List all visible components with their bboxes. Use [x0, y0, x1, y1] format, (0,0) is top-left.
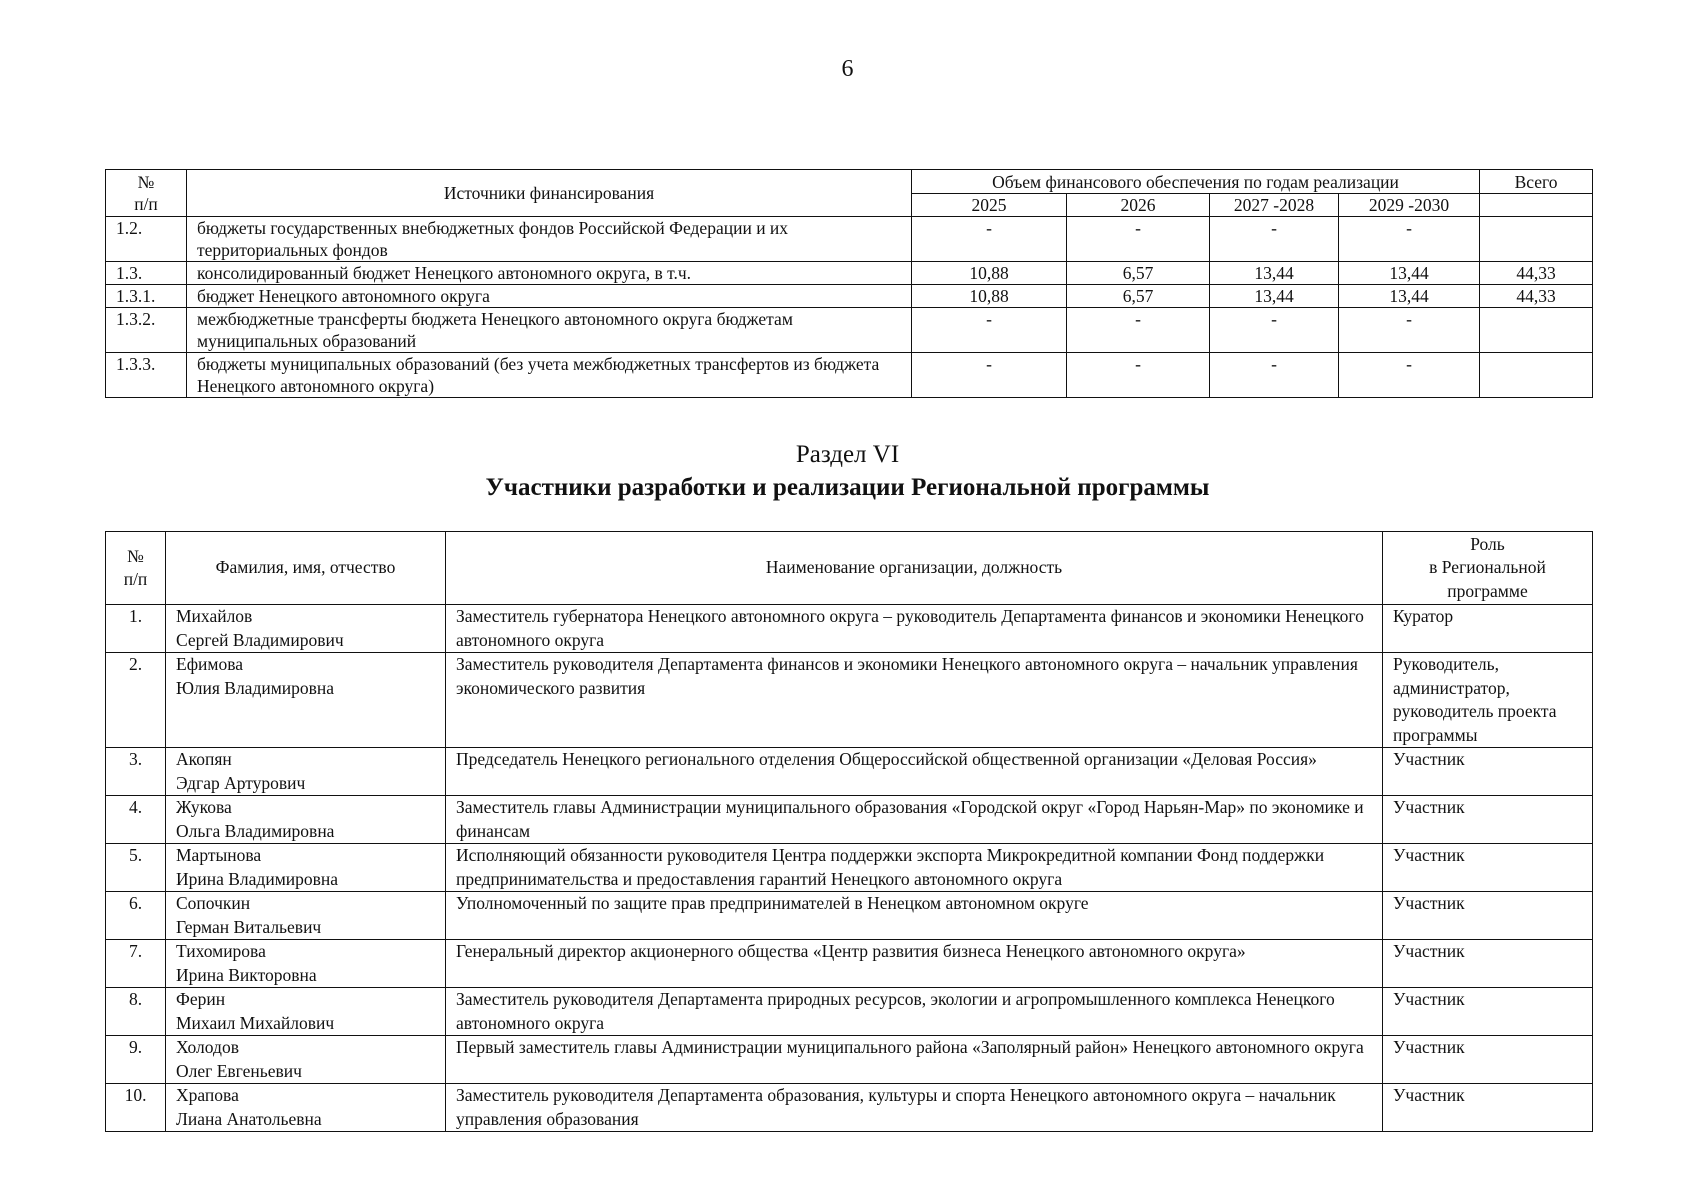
- funding-value: -: [1067, 353, 1210, 398]
- participant-surname: Тихомирова: [176, 941, 266, 961]
- participant-given-names: Герман Витальевич: [176, 916, 322, 937]
- row-number: 1.2.: [106, 217, 187, 262]
- funding-table: [105, 169, 1593, 398]
- participant-name: [166, 653, 446, 748]
- participant-surname: Холодов: [176, 1037, 239, 1057]
- funding-value: -: [1210, 308, 1339, 353]
- participant-given-names: Михаил Михайлович: [176, 1012, 335, 1033]
- participants-header-role: Роль в Региональной программе: [1383, 532, 1593, 605]
- funding-value: -: [1339, 353, 1480, 398]
- table-row: [106, 892, 1593, 940]
- table-row: [106, 940, 1593, 988]
- funding-total: 44,33: [1480, 262, 1593, 285]
- participants-header-name: Фамилия, имя, отчество: [166, 532, 446, 605]
- funding-total: [1480, 217, 1593, 262]
- funding-header-year: 2027 -2028: [1210, 194, 1339, 217]
- participant-name: [166, 605, 446, 653]
- participant-role: Руководитель, администратор, руководитель проекта программы: [1383, 653, 1593, 748]
- participant-role: Участник: [1383, 748, 1593, 796]
- table-row: [106, 285, 1593, 308]
- row-number: 10.: [106, 1084, 166, 1132]
- participant-name: [166, 844, 446, 892]
- section-title: Участники разработки и реализации Региональной программы: [485, 474, 1210, 501]
- funding-header-source: Источники финансирования: [187, 170, 912, 217]
- funding-header-num: № п/п: [106, 170, 187, 217]
- funding-source: бюджеты муниципальных образований (без учета межбюджетных трансфертов из бюджета Ненецкого автономного округа): [187, 353, 912, 398]
- row-number: 1.3.1.: [106, 285, 187, 308]
- funding-value: 10,88: [912, 262, 1067, 285]
- funding-value: -: [1210, 217, 1339, 262]
- table-row: [106, 217, 1593, 262]
- funding-total: [1480, 353, 1593, 398]
- participant-surname: Ефимова: [176, 654, 244, 674]
- funding-source: консолидированный бюджет Ненецкого автономного округа, в т.ч.: [187, 262, 912, 285]
- participant-name: [166, 796, 446, 844]
- table-row: [106, 1036, 1593, 1084]
- row-number: 4.: [106, 796, 166, 844]
- row-number: 1.3.3.: [106, 353, 187, 398]
- funding-value: -: [1067, 308, 1210, 353]
- funding-value: 13,44: [1210, 262, 1339, 285]
- participant-given-names: Юлия Владимировна: [176, 677, 335, 698]
- funding-source: межбюджетные трансферты бюджета Ненецкого автономного округа бюджетам муниципальных образований: [187, 308, 912, 353]
- participant-given-names: Ольга Владимировна: [176, 820, 335, 841]
- funding-total: 44,33: [1480, 285, 1593, 308]
- page-number: 6: [841, 56, 854, 82]
- funding-total: [1480, 308, 1593, 353]
- funding-header-year: 2029 -2030: [1339, 194, 1480, 217]
- participant-organization: Заместитель руководителя Департамента образования, культуры и спорта Ненецкого автономного округа – начальник управления образования: [446, 1084, 1383, 1132]
- participant-surname: Ферин: [176, 989, 226, 1009]
- participant-name: [166, 748, 446, 796]
- table-row: [106, 653, 1593, 748]
- participant-organization: Генеральный директор акционерного общества «Центр развития бизнеса Ненецкого автономного округа»: [446, 940, 1383, 988]
- row-number: 3.: [106, 748, 166, 796]
- participant-given-names: Ирина Викторовна: [176, 964, 317, 985]
- participant-organization: Заместитель губернатора Ненецкого автономного округа – руководитель Департамента финансов и экономики Ненецкого автономного округа: [446, 605, 1383, 653]
- participant-given-names: Олег Евгеньевич: [176, 1060, 302, 1081]
- participant-role: Участник: [1383, 796, 1593, 844]
- participants-header-org: Наименование организации, должность: [446, 532, 1383, 605]
- funding-value: 10,88: [912, 285, 1067, 308]
- participants-header-num: № п/п: [106, 532, 166, 605]
- funding-value: 13,44: [1339, 285, 1480, 308]
- funding-header-year: 2026: [1067, 194, 1210, 217]
- participant-organization: Заместитель главы Администрации муниципального образования «Городской округ «Город Нарьян-Мар» по экономике и финансам: [446, 796, 1383, 844]
- funding-value: -: [1339, 308, 1480, 353]
- table-row: [106, 1084, 1593, 1132]
- participant-surname: Михайлов: [176, 606, 253, 626]
- row-number: 9.: [106, 1036, 166, 1084]
- table-row: [106, 262, 1593, 285]
- funding-value: 13,44: [1210, 285, 1339, 308]
- participant-name: [166, 1084, 446, 1132]
- funding-value: 6,57: [1067, 285, 1210, 308]
- participant-name: [166, 1036, 446, 1084]
- participant-surname: Мартынова: [176, 845, 262, 865]
- table-row: [106, 844, 1593, 892]
- row-number: 8.: [106, 988, 166, 1036]
- participant-organization: Первый заместитель главы Администрации муниципального района «Заполярный район» Ненецкого автономного округа: [446, 1036, 1383, 1084]
- funding-value: -: [912, 308, 1067, 353]
- row-number: 2.: [106, 653, 166, 748]
- funding-value: -: [912, 353, 1067, 398]
- participant-role: Участник: [1383, 844, 1593, 892]
- funding-value: -: [1339, 217, 1480, 262]
- participant-name: [166, 892, 446, 940]
- row-number: 7.: [106, 940, 166, 988]
- participant-surname: Акопян: [176, 749, 232, 769]
- row-number: 6.: [106, 892, 166, 940]
- participant-organization: Исполняющий обязанности руководителя Центра поддержки экспорта Микрокредитной компании Фонд поддержки предпринимательства и предоставления гарантий Ненецкого автономного округа: [446, 844, 1383, 892]
- table-row: [106, 796, 1593, 844]
- funding-header-volume: Объем финансового обеспечения по годам реализации: [912, 170, 1480, 194]
- participant-organization: Заместитель руководителя Департамента природных ресурсов, экологии и агропромышленного комплекса Ненецкого автономного округа: [446, 988, 1383, 1036]
- participant-role: Куратор: [1383, 605, 1593, 653]
- row-number: 1.: [106, 605, 166, 653]
- row-number: 1.3.: [106, 262, 187, 285]
- participant-role: Участник: [1383, 940, 1593, 988]
- table-row: [106, 748, 1593, 796]
- participant-organization: Заместитель руководителя Департамента финансов и экономики Ненецкого автономного округа – начальник управления экономического развития: [446, 653, 1383, 748]
- row-number: 5.: [106, 844, 166, 892]
- section-label: Раздел VI: [795, 441, 900, 468]
- funding-value: 6,57: [1067, 262, 1210, 285]
- funding-value: -: [1067, 217, 1210, 262]
- participant-role: Участник: [1383, 1084, 1593, 1132]
- participant-given-names: Ирина Владимировна: [176, 868, 339, 889]
- funding-source: бюджеты государственных внебюджетных фондов Российской Федерации и их территориальных фондов: [187, 217, 912, 262]
- funding-header-total: Всего: [1480, 170, 1593, 194]
- participant-name: [166, 940, 446, 988]
- participant-given-names: Лиана Анатольевна: [176, 1108, 322, 1129]
- table-row: [106, 605, 1593, 653]
- participant-role: Участник: [1383, 1036, 1593, 1084]
- participant-surname: Храпова: [176, 1085, 239, 1105]
- participants-table: [105, 531, 1593, 1132]
- table-row: [106, 308, 1593, 353]
- participant-organization: Председатель Ненецкого регионального отделения Общероссийской общественной организации «Деловая Россия»: [446, 748, 1383, 796]
- funding-value: -: [1210, 353, 1339, 398]
- participant-given-names: Эдгар Артурович: [176, 772, 306, 793]
- funding-source: бюджет Ненецкого автономного округа: [187, 285, 912, 308]
- participant-given-names: Сергей Владимирович: [176, 629, 344, 650]
- participant-organization: Уполномоченный по защите прав предпринимателей в Ненецком автономном округе: [446, 892, 1383, 940]
- funding-value: -: [912, 217, 1067, 262]
- participant-surname: Сопочкин: [176, 893, 251, 913]
- funding-header-year: 2025: [912, 194, 1067, 217]
- row-number: 1.3.2.: [106, 308, 187, 353]
- participant-role: Участник: [1383, 988, 1593, 1036]
- participant-role: Участник: [1383, 892, 1593, 940]
- funding-header-total-empty: [1480, 194, 1593, 217]
- participant-surname: Жукова: [176, 797, 232, 817]
- table-row: [106, 353, 1593, 398]
- table-row: [106, 988, 1593, 1036]
- funding-value: 13,44: [1339, 262, 1480, 285]
- participant-name: [166, 988, 446, 1036]
